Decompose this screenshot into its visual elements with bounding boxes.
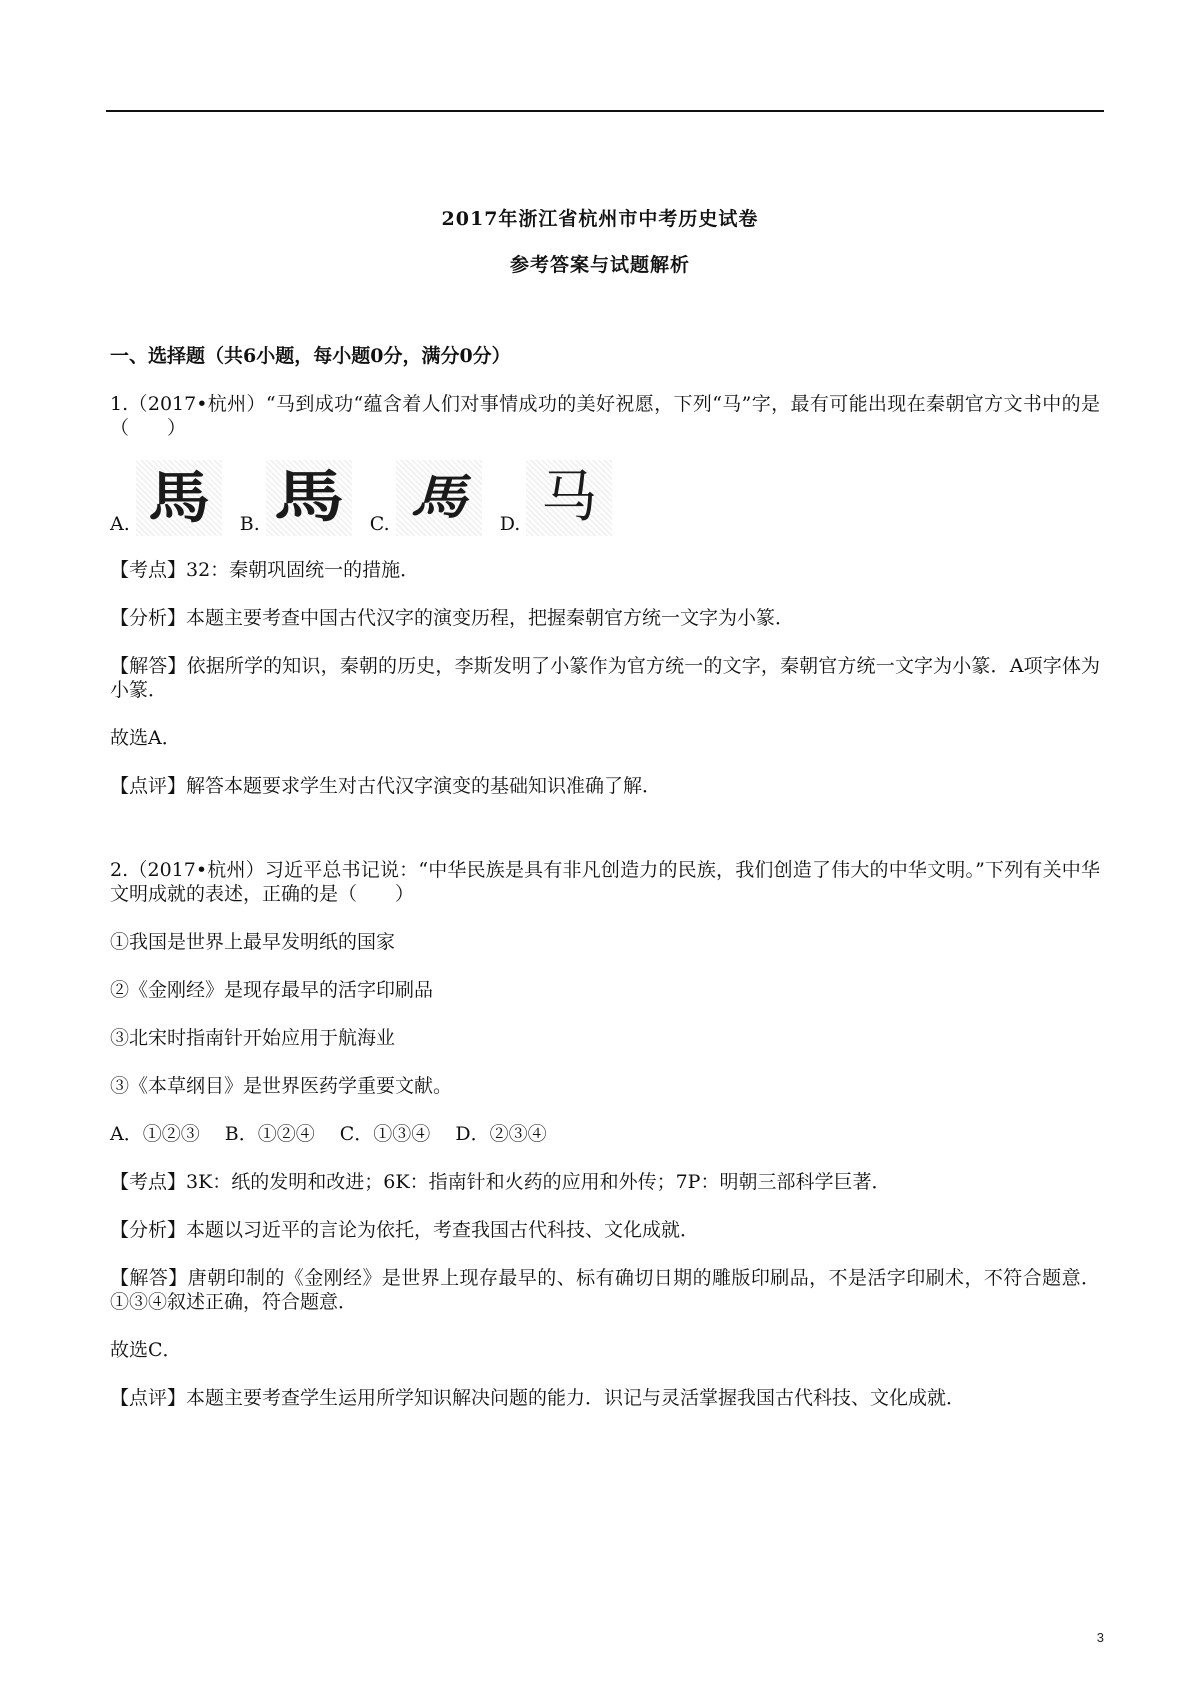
- question-1-kaodian: 【考点】32：秦朝巩固统一的措施．: [110, 559, 420, 581]
- question-1-fenxi: 【分析】本题主要考查中国古代汉字的演变历程，把握秦朝官方统一文字为小篆．: [110, 607, 795, 629]
- question-1-jieda: 【解答】依据所学的知识，秦朝的历史，李斯发明了小篆作为官方统一的文字，秦朝官方统一文字为小篆．A项字体为小篆．: [110, 655, 1100, 701]
- question-2-jieda: 【解答】唐朝印制的《金刚经》是世界上现存最早的、标有确切日期的雕版印刷品，不是活字印刷术，不符合题意．①③④叙述正确，符合题意．: [110, 1267, 1100, 1313]
- question-2-statement-2: ②《金刚经》是现存最早的活字印刷品: [110, 979, 434, 1001]
- option-d-glyph: 马: [541, 465, 598, 530]
- question-2-fenxi: 【分析】本题以习近平的言论为依托，考查我国古代科技、文化成就．: [110, 1219, 700, 1241]
- question-1-answer: 故选A．: [110, 727, 181, 749]
- option-d-label: D.: [499, 513, 521, 535]
- page-subtitle: 参考答案与试题解析: [509, 254, 690, 276]
- question-1-stem: 1.（2017•杭州）“马到成功“蕴含着人们对事情成功的美好祝愿，下列“马”字，最有可能出现在秦朝官方文书中的是（ ）: [110, 393, 1100, 439]
- question-2-statement-3: ③北宋时指南针开始应用于航海业: [110, 1027, 396, 1049]
- page-number: 3: [1096, 1630, 1104, 1645]
- document-body: [110, 344, 1100, 1434]
- question-1-options: [110, 456, 1100, 536]
- option-a-glyph: 馬: [147, 465, 210, 531]
- option-b-label: B.: [239, 513, 260, 535]
- option-c-glyph: 馬: [410, 469, 467, 526]
- question-2-choices: A．①②③ B．①②④ C．①③④ D．②③④: [110, 1123, 547, 1145]
- question-2-statement-1: ①我国是世界上最早发明纸的国家: [110, 931, 396, 953]
- regular-script-ma-image: [526, 460, 612, 536]
- question-1-dianping: 【点评】解答本题要求学生对古代汉字演变的基础知识准确了解．: [110, 775, 662, 797]
- header-rule: [106, 110, 1104, 112]
- option-b: [240, 460, 352, 536]
- option-a-label: A.: [110, 513, 130, 535]
- seal-script-ma-image: [136, 460, 222, 536]
- question-2-statement-4: ③《本草纲目》是世界医药学重要文献。: [110, 1075, 453, 1097]
- question-2-stem: 2.（2017•杭州）习近平总书记说：“中华民族是具有非凡创造力的民族，我们创造了伟大的中华文明。”下列有关中华文明成就的表述，正确的是（ ）: [110, 859, 1100, 905]
- option-c-label: C.: [369, 513, 390, 535]
- question-2-dianping: 【点评】本题主要考查学生运用所学知识解决问题的能力．识记与灵活掌握我国古代科技、文化成就．: [110, 1387, 966, 1409]
- section-heading: 一、选择题（共6小题，每小题0分，满分0分）: [110, 345, 511, 367]
- clerical-script-ma-image: [266, 460, 352, 536]
- question-2-kaodian: 【考点】3K：纸的发明和改进；6K：指南针和火药的应用和外传；7P：明朝三部科学巨著．: [110, 1171, 891, 1193]
- question-2-answer: 故选C．: [110, 1339, 182, 1361]
- cursive-script-ma-image: [396, 460, 482, 536]
- page-title: 2017年浙江省杭州市中考历史试卷: [441, 208, 759, 230]
- question-spacer: [110, 822, 1100, 858]
- option-c: [370, 460, 482, 536]
- option-b-glyph: 馬: [273, 467, 344, 529]
- option-d: [500, 460, 613, 536]
- option-a: [110, 460, 222, 536]
